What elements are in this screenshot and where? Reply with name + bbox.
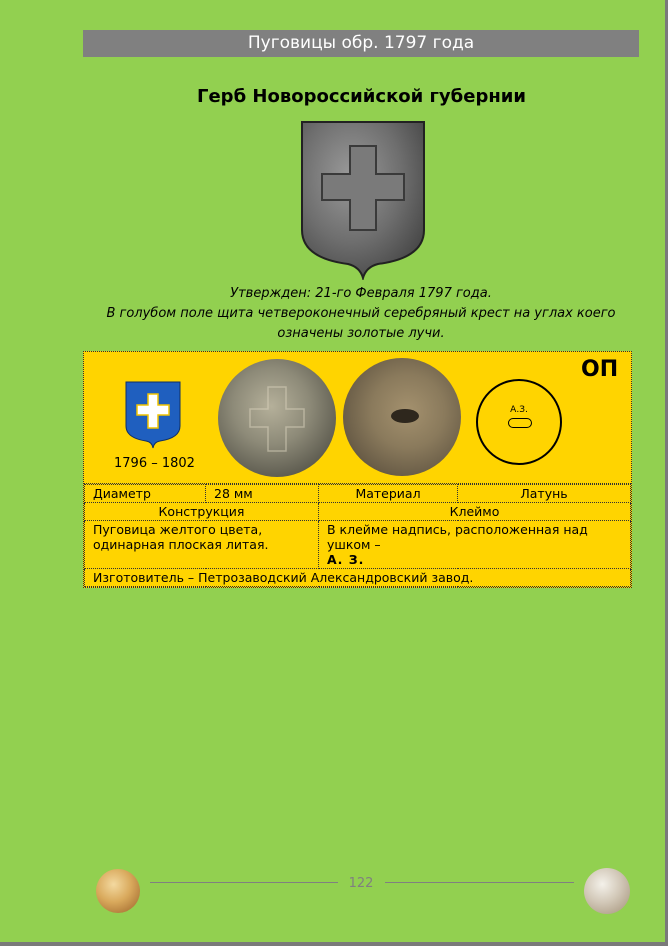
diameter-label: Диаметр — [85, 485, 206, 503]
button-card — [83, 351, 632, 588]
shank-loop-icon — [508, 418, 532, 428]
page-header: Пуговицы обр. 1797 года — [83, 30, 639, 57]
caption-line-1: Утвержден: 21-го Февраля 1797 года. — [230, 286, 492, 301]
hallmark-diagram-text: А.З. — [510, 405, 528, 415]
footer-divider-right — [385, 882, 574, 883]
hallmark-stamp: А. З. — [327, 552, 365, 567]
coat-of-arms-shield-icon — [298, 118, 428, 280]
material-label: Материал — [319, 485, 458, 503]
table-row — [85, 521, 631, 569]
worn-cross-icon — [218, 359, 336, 477]
construction-label: Конструкция — [85, 503, 319, 521]
footer-gold-button-icon — [96, 869, 140, 913]
construction-text: Пуговица желтого цвета, одинарная плоская литая. — [85, 521, 319, 569]
hallmark-diagram — [476, 379, 562, 465]
footer-silver-button-icon — [584, 868, 630, 914]
table-row — [85, 485, 631, 503]
mark-code: ОП — [581, 357, 619, 382]
maker-text: Изготовитель – Петрозаводский Александровский завод. — [85, 569, 631, 587]
button-front-photo — [218, 359, 336, 477]
hallmark-label: Клеймо — [319, 503, 631, 521]
coat-of-arms-title: Герб Новороссийской губернии — [197, 86, 526, 107]
spec-table — [84, 484, 631, 587]
caption-line-3: означены золотые лучи. — [277, 326, 445, 341]
diameter-value: 28 мм — [206, 485, 319, 503]
shank-icon — [343, 358, 461, 476]
page-number: 122 — [348, 876, 374, 891]
button-back-photo — [343, 358, 461, 476]
material-value: Латунь — [458, 485, 631, 503]
footer-divider-left — [150, 882, 338, 883]
card-images — [84, 352, 631, 484]
caption-line-2: В голубом поле щита четвероконечный серебряный крест на углах коего — [106, 306, 616, 321]
years-label: 1796 – 1802 — [114, 456, 195, 471]
hallmark-text: В клейме надпись, расположенная над ушком – — [327, 522, 588, 552]
blue-shield-icon — [124, 380, 182, 450]
hallmark-cell — [319, 521, 631, 569]
table-row — [85, 569, 631, 587]
table-row — [85, 503, 631, 521]
